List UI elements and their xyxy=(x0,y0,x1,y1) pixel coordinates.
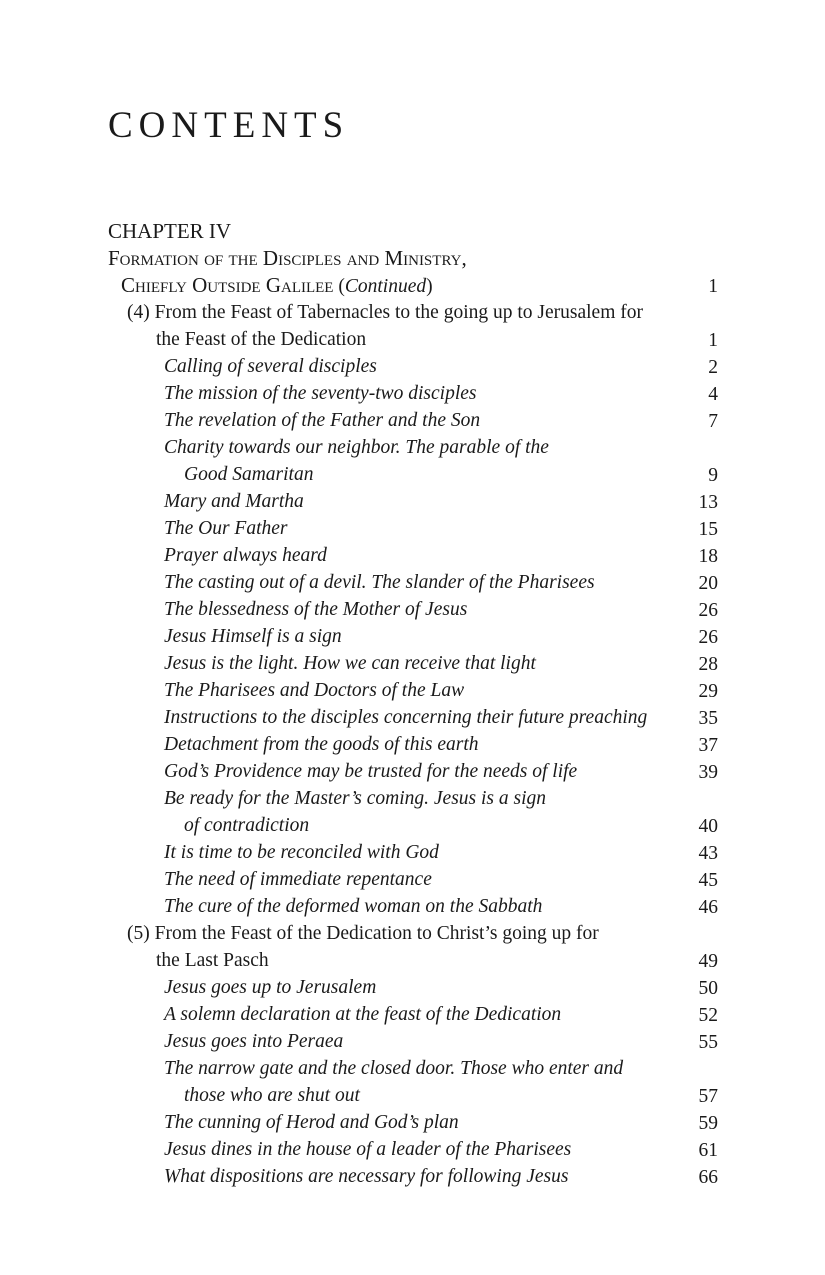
section-heading-continuation xyxy=(108,947,718,974)
page-number: 61 xyxy=(698,1140,718,1161)
page-number: 52 xyxy=(698,1005,718,1026)
toc-entry-text: The cunning of Herod and God’s plan xyxy=(164,1112,459,1133)
toc-entry xyxy=(108,515,718,542)
toc-entry-text: Jesus goes up to Jerusalem xyxy=(164,977,377,998)
page-number: 26 xyxy=(698,600,718,621)
toc-entry-text: Be ready for the Master’s coming. Jesus is a sign xyxy=(164,788,547,809)
page-number: 55 xyxy=(698,1032,718,1053)
page-number: 49 xyxy=(698,951,718,972)
toc-entry xyxy=(108,407,718,434)
toc-entry xyxy=(108,353,718,380)
toc-entry xyxy=(108,758,718,785)
toc-entry-text: The mission of the seventy-two disciples xyxy=(164,383,477,404)
toc-entry-text: the Feast of the Dedication xyxy=(156,329,367,350)
toc-entry-text: The narrow gate and the closed door. Those who enter and xyxy=(164,1058,624,1079)
toc-entry xyxy=(108,434,718,461)
toc-entry-text: A solemn declaration at the feast of the Dedication xyxy=(164,1004,562,1025)
toc-entry xyxy=(108,839,718,866)
toc-entry xyxy=(108,704,718,731)
toc-entry xyxy=(108,974,718,1001)
page-number: 2 xyxy=(708,357,718,378)
toc-entry xyxy=(108,866,718,893)
section-number: (5) xyxy=(127,923,150,944)
toc-entry xyxy=(108,1001,718,1028)
toc-entry-text: the Last Pasch xyxy=(156,950,269,971)
toc-entry-text: those who are shut out xyxy=(184,1085,360,1106)
toc-entry-text: Calling of several disciples xyxy=(164,356,377,377)
toc-entry xyxy=(108,380,718,407)
toc-entry-text: God’s Providence may be trusted for the needs of life xyxy=(164,761,578,782)
page-number: 45 xyxy=(698,870,718,891)
page-number: 50 xyxy=(698,978,718,999)
section-heading-continuation xyxy=(108,326,718,353)
toc-entry-text: Jesus Himself is a sign xyxy=(164,626,342,647)
toc-entry-text: The Our Father xyxy=(164,518,288,539)
toc-entry-text: The revelation of the Father and the Son xyxy=(164,410,481,431)
toc-entry xyxy=(108,488,718,515)
section-number: (4) xyxy=(127,302,150,323)
page-number: 18 xyxy=(698,546,718,567)
toc-entry xyxy=(108,1055,718,1082)
toc-entry xyxy=(108,731,718,758)
page-number: 57 xyxy=(698,1086,718,1107)
page-number: 9 xyxy=(708,465,718,486)
chapter-heading-text: Chiefly Outside Galilee xyxy=(121,273,334,297)
toc-entry-text: The blessedness of the Mother of Jesus xyxy=(164,599,468,620)
toc-entry xyxy=(108,1109,718,1136)
toc-entry-text: Prayer always heard xyxy=(164,545,327,566)
toc-entry xyxy=(108,785,718,812)
page-number: 37 xyxy=(698,735,718,756)
toc-entry-continuation xyxy=(108,1082,718,1109)
toc-entry-text: Detachment from the goods of this earth xyxy=(164,734,479,755)
page-number: 46 xyxy=(698,897,718,918)
toc-entry xyxy=(108,596,718,623)
page-number: 15 xyxy=(698,519,718,540)
toc-entry xyxy=(108,542,718,569)
toc-entry-text: Instructions to the disciples concerning their future preaching xyxy=(164,707,648,728)
toc-entry xyxy=(108,650,718,677)
toc-entry xyxy=(108,569,718,596)
toc-entry-text: Good Samaritan xyxy=(184,464,314,485)
table-of-contents xyxy=(108,245,718,1190)
toc-entry-text: The cure of the deformed woman on the Sabbath xyxy=(164,896,543,917)
page-number: 7 xyxy=(708,411,718,432)
continued-label: Continued xyxy=(344,276,427,297)
toc-entry-text: It is time to be reconciled with God xyxy=(164,842,439,863)
page-number: 35 xyxy=(698,708,718,729)
toc-entry-text: Jesus dines in the house of a leader of the Pharisees xyxy=(164,1139,572,1160)
page-number: 20 xyxy=(698,573,718,594)
section-title: From the Feast of Tabernacles to the going up to Jerusalem for xyxy=(154,302,643,323)
page-title: CONTENTS xyxy=(108,105,350,146)
page-number: 1 xyxy=(708,330,718,351)
section-title: From the Feast of the Dedication to Christ’s going up for xyxy=(154,923,599,944)
page-number: 59 xyxy=(698,1113,718,1134)
toc-entry-text: What dispositions are necessary for following Jesus xyxy=(164,1166,569,1187)
toc-entry-text: Jesus is the light. How we can receive that light xyxy=(164,653,536,674)
chapter-heading-line-2: Chiefly Outside Galilee (Continued) 1 xyxy=(108,272,718,299)
chapter-heading-line-1 xyxy=(108,245,718,272)
page-number: 66 xyxy=(698,1167,718,1188)
toc-entry-text: The Pharisees and Doctors of the Law xyxy=(164,680,465,701)
toc-entry xyxy=(108,893,718,920)
page-number: 13 xyxy=(698,492,718,513)
page-number: 28 xyxy=(698,654,718,675)
chapter-label: CHAPTER IV xyxy=(108,219,232,243)
toc-entry-continuation xyxy=(108,461,718,488)
page-number: 40 xyxy=(698,816,718,837)
toc-entry xyxy=(108,623,718,650)
toc-entry-continuation xyxy=(108,812,718,839)
toc-entry-text: Mary and Martha xyxy=(164,491,304,512)
toc-entry xyxy=(108,1163,718,1190)
toc-entry xyxy=(108,677,718,704)
section-heading xyxy=(108,920,718,947)
section-heading xyxy=(108,299,718,326)
page-number: 26 xyxy=(698,627,718,648)
page-number: 1 xyxy=(708,276,718,297)
toc-entry-text: The casting out of a devil. The slander of the Pharisees xyxy=(164,572,595,593)
toc-entry-text: Jesus goes into Peraea xyxy=(164,1031,344,1052)
toc-entry xyxy=(108,1136,718,1163)
page-number: 29 xyxy=(698,681,718,702)
page-number: 4 xyxy=(708,384,718,405)
chapter-heading-text: Formation of the Disciples and Ministry, xyxy=(108,246,467,270)
toc-entry-text: Charity towards our neighbor. The parable of the xyxy=(164,437,549,458)
toc-entry-text: The need of immediate repentance xyxy=(164,869,432,890)
toc-entry xyxy=(108,1028,718,1055)
page-number: 39 xyxy=(698,762,718,783)
toc-entry-text: of contradiction xyxy=(184,815,310,836)
page-number: 43 xyxy=(698,843,718,864)
